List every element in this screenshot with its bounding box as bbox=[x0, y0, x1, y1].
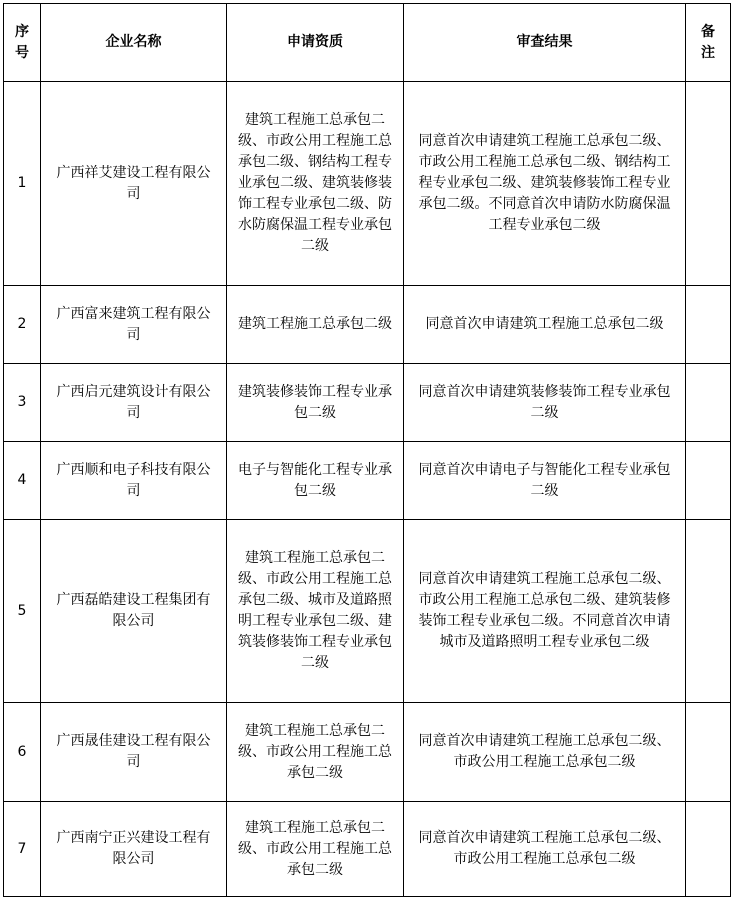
row-review-result: 同意首次申请建筑工程施工总承包二级 bbox=[404, 286, 686, 364]
row-remark bbox=[686, 364, 731, 442]
table-row bbox=[4, 802, 731, 897]
row-serial-number: 6 bbox=[4, 703, 41, 802]
table-row bbox=[4, 286, 731, 364]
row-applied-qualification: 建筑工程施工总承包二级、市政公用工程施工总承包二级、钢结构工程专业承包二级、建筑装修装饰工程专业承包二级、防水防腐保温工程专业承包二级 bbox=[227, 82, 404, 286]
review-results-table bbox=[3, 3, 731, 897]
row-company-name: 广西顺和电子科技有限公司 bbox=[41, 442, 227, 520]
row-applied-qualification: 建筑工程施工总承包二级、市政公用工程施工总承包二级、城市及道路照明工程专业承包二级、建筑装修装饰工程专业承包二级 bbox=[227, 520, 404, 703]
row-serial-number: 5 bbox=[4, 520, 41, 703]
row-review-result: 同意首次申请建筑工程施工总承包二级、市政公用工程施工总承包二级 bbox=[404, 802, 686, 897]
row-company-name: 广西祥艾建设工程有限公司 bbox=[41, 82, 227, 286]
table-row bbox=[4, 364, 731, 442]
row-serial-number: 3 bbox=[4, 364, 41, 442]
table-row bbox=[4, 520, 731, 703]
header-review-result: 审查结果 bbox=[404, 4, 686, 82]
table-row bbox=[4, 82, 731, 286]
row-applied-qualification: 建筑装修装饰工程专业承包二级 bbox=[227, 364, 404, 442]
row-company-name: 广西晟佳建设工程有限公司 bbox=[41, 703, 227, 802]
header-company-name: 企业名称 bbox=[41, 4, 227, 82]
row-company-name: 广西南宁正兴建设工程有限公司 bbox=[41, 802, 227, 897]
header-remark: 备注 bbox=[686, 4, 731, 82]
header-applied-qualification: 申请资质 bbox=[227, 4, 404, 82]
row-company-name: 广西启元建筑设计有限公司 bbox=[41, 364, 227, 442]
row-applied-qualification: 电子与智能化工程专业承包二级 bbox=[227, 442, 404, 520]
row-remark bbox=[686, 802, 731, 897]
row-remark bbox=[686, 442, 731, 520]
row-applied-qualification: 建筑工程施工总承包二级、市政公用工程施工总承包二级 bbox=[227, 802, 404, 897]
row-serial-number: 2 bbox=[4, 286, 41, 364]
table-row bbox=[4, 703, 731, 802]
row-review-result: 同意首次申请建筑工程施工总承包二级、市政公用工程施工总承包二级 bbox=[404, 703, 686, 802]
table-header-row bbox=[4, 4, 731, 82]
row-review-result: 同意首次申请建筑工程施工总承包二级、市政公用工程施工总承包二级、建筑装修装饰工程专业承包二级。不同意首次申请城市及道路照明工程专业承包二级 bbox=[404, 520, 686, 703]
row-serial-number: 1 bbox=[4, 82, 41, 286]
row-serial-number: 4 bbox=[4, 442, 41, 520]
row-review-result: 同意首次申请建筑工程施工总承包二级、市政公用工程施工总承包二级、钢结构工程专业承包二级、建筑装修装饰工程专业承包二级。不同意首次申请防水防腐保温工程专业承包二级 bbox=[404, 82, 686, 286]
row-remark bbox=[686, 703, 731, 802]
row-applied-qualification: 建筑工程施工总承包二级、市政公用工程施工总承包二级 bbox=[227, 703, 404, 802]
row-review-result: 同意首次申请建筑装修装饰工程专业承包二级 bbox=[404, 364, 686, 442]
row-remark bbox=[686, 520, 731, 703]
row-serial-number: 7 bbox=[4, 802, 41, 897]
row-review-result: 同意首次申请电子与智能化工程专业承包二级 bbox=[404, 442, 686, 520]
row-company-name: 广西富来建筑工程有限公司 bbox=[41, 286, 227, 364]
row-remark bbox=[686, 286, 731, 364]
row-company-name: 广西磊皓建设工程集团有限公司 bbox=[41, 520, 227, 703]
row-applied-qualification: 建筑工程施工总承包二级 bbox=[227, 286, 404, 364]
header-serial-number: 序号 bbox=[4, 4, 41, 82]
row-remark bbox=[686, 82, 731, 286]
table-row bbox=[4, 442, 731, 520]
